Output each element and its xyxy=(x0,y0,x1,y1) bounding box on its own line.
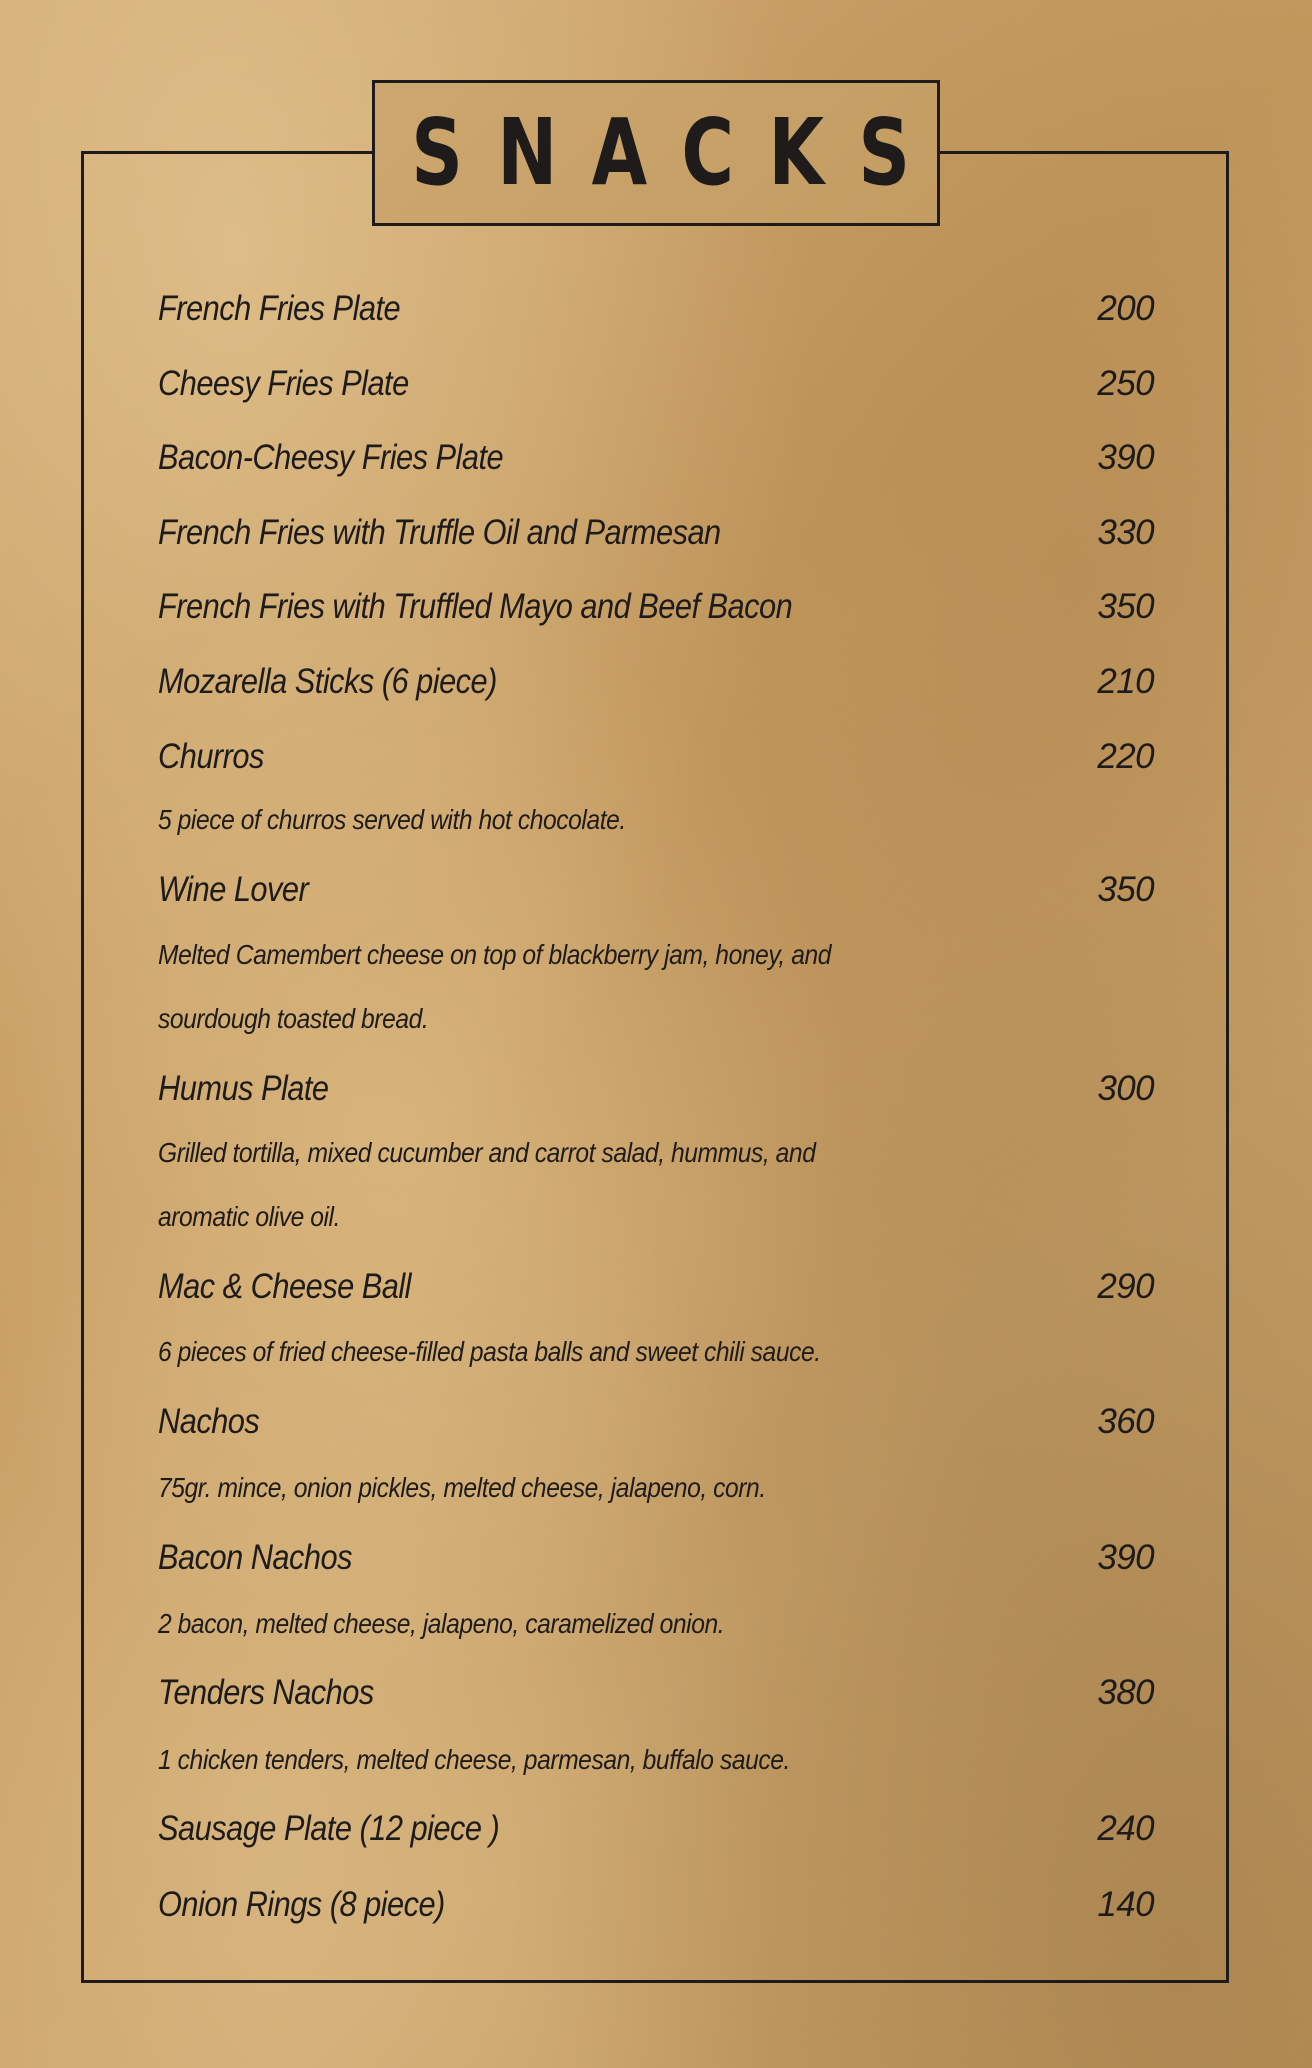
item-name: Sausage Plate (12 piece ) xyxy=(158,1809,500,1848)
menu-item xyxy=(158,1397,1154,1447)
item-price: 200 xyxy=(1097,289,1154,328)
item-price: 380 xyxy=(1097,1673,1154,1712)
item-name: French Fries Plate xyxy=(158,289,401,328)
item-price: 220 xyxy=(1097,737,1154,776)
item-price: 290 xyxy=(1097,1267,1154,1306)
item-price: 330 xyxy=(1097,513,1154,552)
item-name: Mozarella Sticks (6 piece) xyxy=(158,662,497,701)
item-price: 240 xyxy=(1097,1809,1154,1848)
title-box xyxy=(372,80,945,226)
item-description: 6 pieces of fried cheese-filled pasta balls and sweet chili sauce. xyxy=(158,1336,821,1367)
item-name: Nachos xyxy=(158,1402,260,1441)
item-description: 75gr. mince, onion pickles, melted cheese, jalapeno, corn. xyxy=(158,1472,766,1503)
menu-item xyxy=(158,359,1154,409)
menu-item xyxy=(158,433,1154,483)
menu-item xyxy=(158,657,1154,707)
item-name: Bacon-Cheesy Fries Plate xyxy=(158,438,504,477)
item-description: Melted Camembert cheese on top of blackberry jam, honey, and xyxy=(158,939,832,970)
item-description: sourdough toasted bread. xyxy=(158,1003,429,1034)
menu-item xyxy=(158,1880,1154,1930)
item-price: 390 xyxy=(1097,438,1154,477)
item-description: 2 bacon, melted cheese, jalapeno, caramelized onion. xyxy=(158,1608,725,1639)
item-price: 360 xyxy=(1097,1402,1154,1441)
item-description: 1 chicken tenders, melted cheese, parmesan, buffalo sauce. xyxy=(158,1744,790,1775)
item-price: 350 xyxy=(1097,870,1154,909)
item-price: 350 xyxy=(1097,587,1154,626)
item-price: 390 xyxy=(1097,1538,1154,1577)
item-name: Bacon Nachos xyxy=(158,1538,352,1577)
menu-item xyxy=(158,1262,1154,1312)
menu-item xyxy=(158,865,1154,915)
item-price: 210 xyxy=(1097,662,1154,701)
item-description: 5 piece of churros served with hot chocolate. xyxy=(158,804,626,835)
menu-item xyxy=(158,1804,1154,1854)
item-name: French Fries with Truffle Oil and Parmesan xyxy=(158,513,721,552)
menu-item xyxy=(158,508,1154,558)
item-description: Grilled tortilla, mixed cucumber and carrot salad, hummus, and xyxy=(158,1137,816,1168)
item-price: 300 xyxy=(1097,1069,1154,1108)
menu-item xyxy=(158,1533,1154,1583)
menu-item xyxy=(158,1668,1154,1718)
item-name: Tenders Nachos xyxy=(158,1673,374,1712)
item-description: aromatic olive oil. xyxy=(158,1201,340,1232)
item-price: 250 xyxy=(1097,364,1154,403)
item-price: 140 xyxy=(1097,1885,1154,1924)
menu-item xyxy=(158,284,1154,334)
item-name: Humus Plate xyxy=(158,1069,329,1108)
item-name: Cheesy Fries Plate xyxy=(158,364,409,403)
item-name: French Fries with Truffled Mayo and Beef Bacon xyxy=(158,587,793,626)
menu-item xyxy=(158,1064,1154,1114)
menu-item xyxy=(158,732,1154,782)
menu-item xyxy=(158,582,1154,632)
item-name: Onion Rings (8 piece) xyxy=(158,1885,445,1924)
item-name: Mac & Cheese Ball xyxy=(158,1267,411,1306)
item-name: Wine Lover xyxy=(158,870,309,909)
menu-title: SNACKS xyxy=(411,99,945,206)
item-name: Churros xyxy=(158,737,264,776)
